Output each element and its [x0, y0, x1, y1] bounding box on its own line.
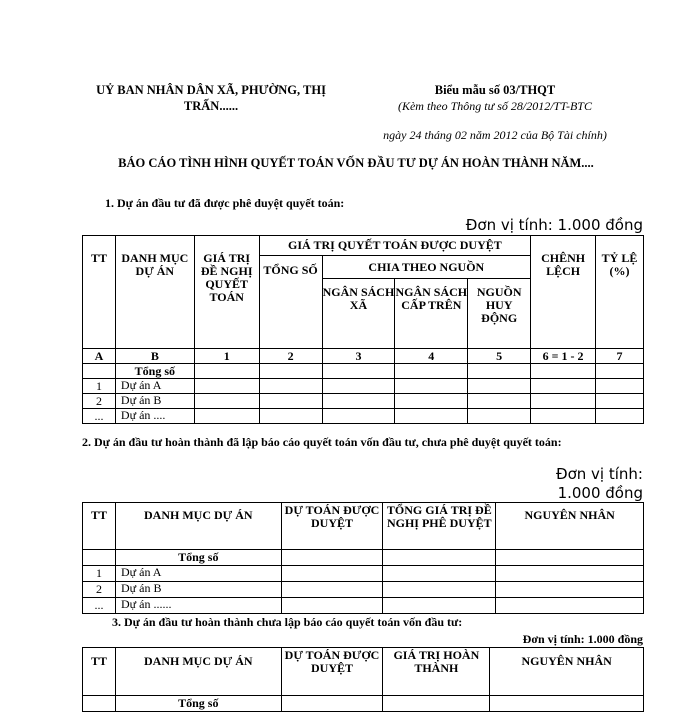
section2-unit — [556, 465, 643, 503]
col-total-proposed-header: TỔNG GIÁ TRỊ ĐỀ NGHỊ PHÊ DUYỆT — [383, 503, 496, 550]
section2-heading: 2. Dự án đầu tư hoàn thành đã lập báo cáo quyết toán vốn đầu tư, chưa phê duyệt quyết toán: — [82, 435, 562, 449]
table-row — [83, 598, 644, 614]
row-project-name: Dự án A — [115, 566, 281, 582]
circular-date: ngày 24 tháng 02 năm 2012 của Bộ Tài chính) — [383, 128, 607, 142]
total-label: Tổng số — [115, 550, 281, 566]
row-project-name: Dự án .... — [115, 409, 194, 424]
total-label: Tổng số — [115, 364, 194, 379]
section2-unit-line2: 1.000 đồng — [557, 484, 643, 502]
report-title: BÁO CÁO TÌNH HÌNH QUYẾT TOÁN VỐN ĐẦU TƯ DỰ ÁN HOÀN THÀNH NĂM.... — [118, 156, 594, 170]
row-project-name: Dự án ...... — [115, 598, 281, 614]
col-ratio-header: TỶ LỆ (%) — [596, 236, 644, 349]
table-row — [83, 379, 644, 394]
index-cell: 7 — [596, 349, 644, 364]
row-tt: 2 — [83, 582, 116, 598]
index-row — [83, 349, 644, 364]
col-by-source-header: CHIA THEO NGUỒN — [322, 256, 531, 279]
col-project-list-header: DANH MỤC DỰ ÁN — [115, 503, 281, 550]
index-cell: 1 — [194, 349, 259, 364]
issuing-authority: UỶ BAN NHÂN DÂN XÃ, PHƯỜNG, THỊ TRẤN...... — [96, 83, 326, 113]
index-cell: 6 = 1 - 2 — [531, 349, 596, 364]
row-tt: ... — [83, 598, 116, 614]
total-row — [83, 364, 644, 379]
row-tt: 2 — [83, 394, 116, 409]
table-row — [83, 409, 644, 424]
row-project-name: Dự án A — [115, 379, 194, 394]
row-project-name: Dự án B — [115, 582, 281, 598]
col-commune-budget-header: NGÂN SÁCH XÃ — [322, 279, 395, 349]
circular-reference: (Kèm theo Thông tư số 28/2012/TT-BTC — [397, 99, 592, 113]
index-cell: B — [115, 349, 194, 364]
col-mobilized-header: NGUỒN HUY ĐỘNG — [468, 279, 531, 349]
form-reference — [360, 82, 630, 143]
col-project-list-header: DANH MỤC DỰ ÁN — [115, 648, 281, 696]
table-not-reported — [82, 647, 644, 712]
total-label: Tổng số — [115, 696, 281, 712]
form-number: Biểu mẫu số 03/THQT — [434, 83, 556, 97]
index-cell: 5 — [468, 349, 531, 364]
section1-heading: 1. Dự án đầu tư đã được phê duyệt quyết toán: — [105, 196, 345, 210]
index-cell: A — [83, 349, 116, 364]
table-pending-approval — [82, 502, 644, 614]
col-tt-header: TT — [83, 236, 116, 349]
row-tt: ... — [83, 409, 116, 424]
section3-unit: Đơn vị tính: 1.000 đồng — [522, 632, 643, 646]
col-higher-budget-header: NGÂN SÁCH CẤP TRÊN — [395, 279, 468, 349]
index-cell: 3 — [322, 349, 395, 364]
total-row — [83, 550, 644, 566]
section3-heading: 3. Dự án đầu tư hoàn thành chưa lập báo cáo quyết toán vốn đầu tư: — [112, 615, 463, 629]
col-proposed-value-header: GIÁ TRỊ ĐỀ NGHỊ QUYẾT TOÁN — [194, 236, 259, 349]
section2-unit-line1: Đơn vị tính: — [555, 465, 643, 483]
col-reason-header: NGUYÊN NHÂN — [496, 503, 644, 550]
col-project-list-header: DANH MỤC DỰ ÁN — [115, 236, 194, 349]
col-difference-header: CHÊNH LỆCH — [531, 236, 596, 349]
col-tt-header: TT — [83, 648, 116, 696]
total-row — [83, 696, 644, 712]
col-tt-header: TT — [83, 503, 116, 550]
row-project-name: Dự án B — [115, 394, 194, 409]
col-approved-value-header: GIÁ TRỊ QUYẾT TOÁN ĐƯỢC DUYỆT — [259, 236, 531, 256]
table-row — [83, 394, 644, 409]
index-cell: 2 — [259, 349, 322, 364]
section1-unit: Đơn vị tính: 1.000 đồng — [465, 216, 643, 234]
table-approved-projects — [82, 235, 644, 424]
index-cell: 4 — [395, 349, 468, 364]
col-estimate-header: DỰ TOÁN ĐƯỢC DUYỆT — [281, 503, 383, 550]
table-row — [83, 566, 644, 582]
row-tt: 1 — [83, 566, 116, 582]
col-total-header: TỔNG SỐ — [259, 256, 322, 349]
row-tt: 1 — [83, 379, 116, 394]
col-completed-value-header: GIÁ TRỊ HOÀN THÀNH — [383, 648, 490, 696]
table-row — [83, 582, 644, 598]
col-reason-header: NGUYÊN NHÂN — [490, 648, 644, 696]
col-estimate-header: DỰ TOÁN ĐƯỢC DUYỆT — [281, 648, 383, 696]
